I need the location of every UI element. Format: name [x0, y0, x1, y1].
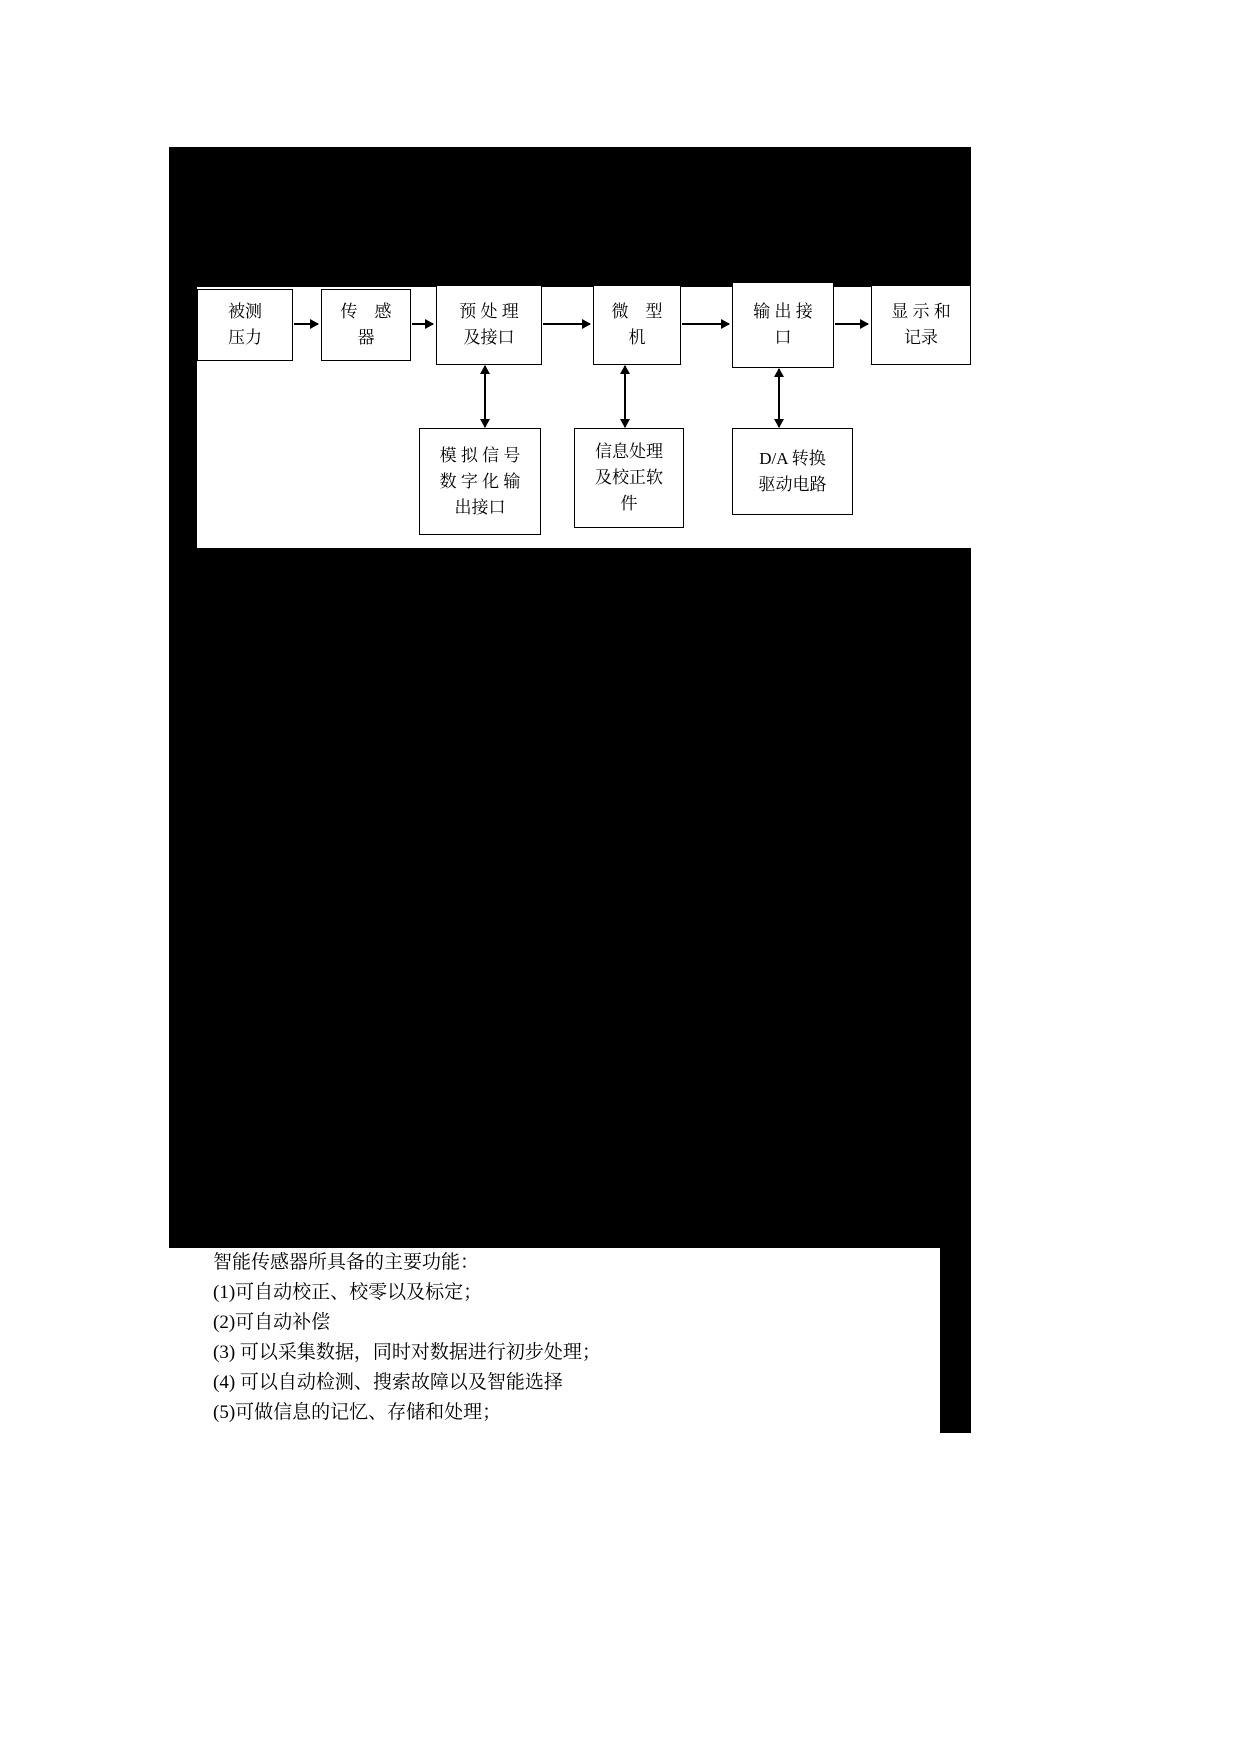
node-line: 及校正软 — [595, 468, 663, 487]
redaction-block-bottom — [169, 548, 971, 1248]
footer-line: 智能传感器所具备的主要功能： — [213, 1252, 480, 1273]
footer-line: (2)可自动补偿 — [213, 1312, 331, 1333]
footer-line: (3) 可以采集数据，同时对数据进行初步处理； — [213, 1342, 601, 1363]
arrow-output-da-bidirectional — [778, 369, 780, 427]
footer-line: (1)可自动校正、校零以及标定； — [213, 1282, 483, 1303]
node-line: 压力 — [228, 328, 262, 347]
arrow-pressure-to-sensor — [294, 323, 318, 325]
redaction-block-left — [169, 287, 197, 548]
node-da-drive-circuit — [732, 428, 853, 515]
node-line: 机 — [628, 328, 646, 347]
node-line: 被测 — [228, 302, 262, 321]
node-line: 口 — [774, 328, 792, 347]
redaction-block-footer-right — [940, 1248, 971, 1433]
footer-line: (5)可做信息的记忆、存储和处理； — [213, 1402, 502, 1423]
node-line: 出接口 — [454, 497, 506, 517]
node-line: 信息处理 — [595, 442, 663, 461]
arrow-preprocess-analog-bidirectional — [484, 366, 486, 427]
node-output-interface — [732, 282, 834, 368]
node-line: 模 拟 信 号 — [439, 445, 521, 465]
node-line: 显 示 和 — [891, 302, 951, 321]
node-line: 记录 — [904, 328, 938, 347]
node-preprocess-interface — [436, 285, 542, 365]
node-line: D/A 转换 — [759, 448, 826, 468]
node-line: 输 出 接 — [753, 302, 813, 321]
arrow-output-to-display — [835, 323, 868, 325]
arrow-sensor-to-preprocess — [412, 323, 433, 325]
node-info-correction-software — [574, 428, 684, 528]
node-line: 预 处 理 — [459, 302, 519, 321]
node-line: 及接口 — [463, 328, 515, 347]
node-line: 件 — [620, 494, 638, 513]
node-line: 驱动电路 — [758, 474, 827, 494]
block-diagram — [197, 287, 971, 548]
arrow-micro-to-output — [682, 323, 729, 325]
node-analog-digitize-output — [419, 428, 541, 535]
node-sensor — [321, 289, 411, 361]
node-microcomputer — [593, 285, 681, 365]
redaction-block-top — [169, 147, 971, 287]
footer-function-list — [213, 1248, 913, 1428]
node-line: 数 字 化 输 — [439, 471, 521, 491]
node-measured-pressure — [197, 289, 293, 361]
arrow-micro-software-bidirectional — [624, 366, 626, 427]
arrow-preprocess-to-micro — [543, 323, 590, 325]
node-line: 器 — [357, 328, 375, 347]
node-display-record — [871, 285, 971, 365]
footer-line: (4) 可以自动检测、搜索故障以及智能选择 — [213, 1372, 563, 1393]
node-line: 微 型 — [611, 302, 663, 321]
node-line: 传 感 — [340, 302, 392, 321]
